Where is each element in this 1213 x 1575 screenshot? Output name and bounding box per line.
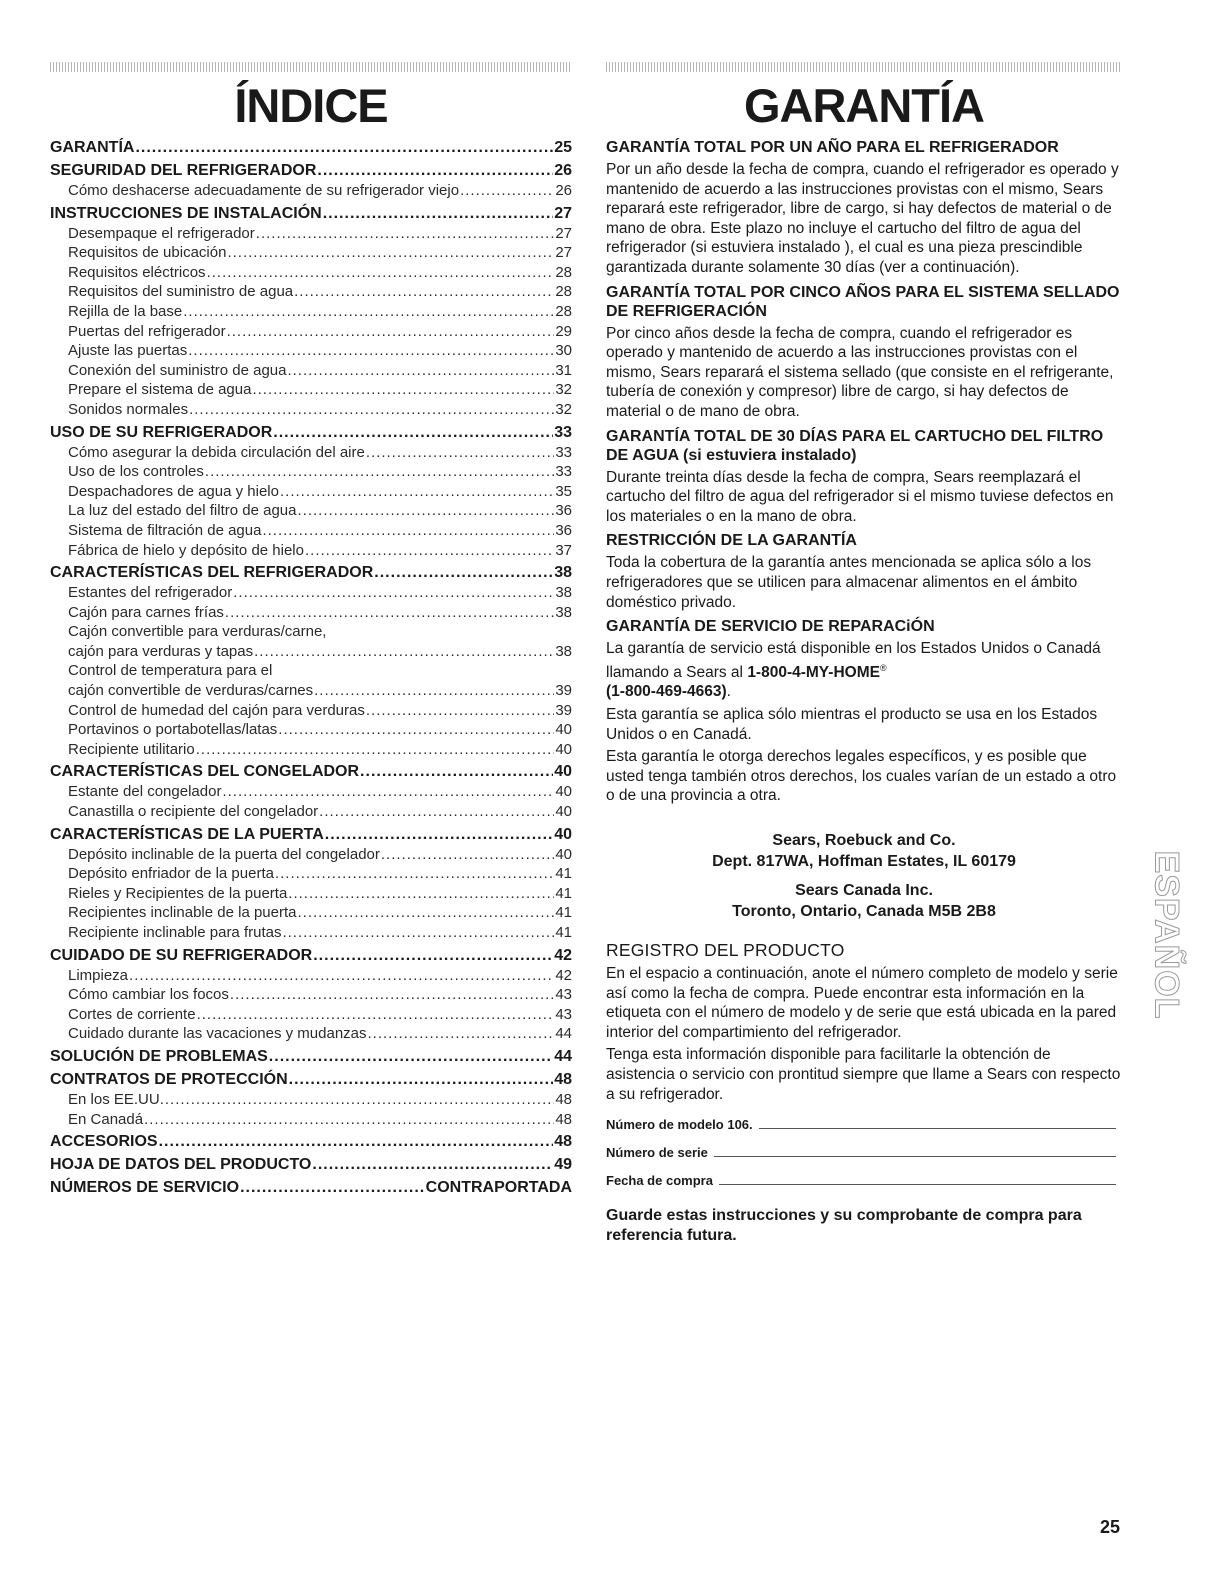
toc-entry-title: En Canadá bbox=[68, 1110, 144, 1128]
toc-entry-title: Desempaque el refrigerador bbox=[68, 224, 255, 242]
toc-section-entry bbox=[50, 825, 572, 845]
toc-subentry bbox=[50, 224, 572, 244]
legal-rights-text: Esta garantía le otorga derechos legales específicos, y es posible que usted tenga también otros derechos, los cuales varían de un estado a otro o de una provincia a otra. bbox=[606, 748, 1117, 805]
service-text-intro: La garantía de servicio está disponible en los Estados Unidos o Canadá llamando a Sears al bbox=[606, 640, 1101, 681]
toc-page-number: 27 bbox=[555, 244, 572, 262]
toc-page-number: 40 bbox=[555, 721, 572, 739]
toc-entry-title: INSTRUCCIONES DE INSTALACIÓN bbox=[50, 204, 322, 222]
five-year-heading: GARANTÍA TOTAL POR CINCO AÑOS PARA EL SISTEMA SELLADO DE REFRIGERACIÓN bbox=[606, 283, 1120, 320]
toc-page-number: 40 bbox=[554, 825, 572, 843]
toc-page-number: 27 bbox=[555, 224, 572, 242]
toc-entry-title: SEGURIDAD DEL REFRIGERADOR bbox=[50, 162, 317, 179]
toc-page-number: 36 bbox=[555, 521, 572, 539]
toc-dot-leader bbox=[207, 263, 555, 283]
five-year-text: Por cinco años desde la fecha de compra, cuando el refrigerador es operado y mantenido de acuerdo a las instrucciones provistas con el mismo, Sears reparará el sistema sellado (que consiste en el refrigerante, tubería de conexión y compresor) libre de cargo, si hay defectos de material o de mano de obra. bbox=[606, 324, 1114, 420]
toc-subentry bbox=[50, 380, 572, 400]
toc-entry-title: CUIDADO DE SU REFRIGERADOR bbox=[50, 946, 313, 964]
registration-note: Tenga esta información disponible para facilitarle la obtención de asistencia o servicio con prontitud siempre que llame a Sears con respecto a su refrigerador. bbox=[606, 1046, 1121, 1103]
toc-entry-title: CARACTERÍSTICAS DE LA PUERTA bbox=[50, 825, 324, 843]
toc-text-line: Control de temperatura para el bbox=[68, 662, 273, 680]
toc-dot-leader bbox=[230, 985, 554, 1005]
toc-entry-title: Sistema de filtración de agua bbox=[68, 521, 262, 539]
toc-dot-leader bbox=[222, 782, 554, 802]
service-text-end: . bbox=[726, 683, 731, 701]
toc-subentry bbox=[50, 443, 572, 463]
toc-subentry bbox=[50, 181, 572, 201]
toc-entry-title: Despachadores de agua y hielo bbox=[68, 482, 279, 500]
toc-page-number: 42 bbox=[555, 966, 572, 984]
toc-page-number: 49 bbox=[554, 1156, 572, 1174]
toc-dot-leader bbox=[273, 423, 553, 443]
toc-dot-leader bbox=[287, 361, 554, 381]
toc-dot-leader bbox=[282, 923, 554, 943]
toc-page-number: 38 bbox=[555, 642, 572, 660]
toc-entry-title: CONTRATOS DE PROTECCIÓN bbox=[50, 1070, 288, 1088]
top-rule bbox=[606, 62, 1122, 72]
toc-entry-title: USO DE SU REFRIGERADOR bbox=[50, 423, 273, 441]
toc-subentry bbox=[50, 802, 572, 822]
toc-dot-leader bbox=[205, 462, 554, 482]
toc-page-number: 26 bbox=[555, 182, 572, 199]
toc-dot-leader bbox=[240, 1178, 425, 1198]
warranty-column bbox=[606, 62, 1122, 1246]
registered-mark: ® bbox=[879, 662, 887, 673]
toc-subentry bbox=[50, 341, 572, 361]
toc-subentry bbox=[50, 966, 572, 986]
address-line: Sears, Roebuck and Co. bbox=[772, 832, 956, 849]
toc-dot-leader bbox=[317, 161, 553, 181]
toc-page-number: 40 bbox=[555, 783, 572, 801]
toc-entry-title: Cómo asegurar la debida circulación del aire bbox=[68, 443, 365, 461]
phone-number: (1-800-469-4663) bbox=[606, 683, 727, 701]
toc-dot-leader bbox=[262, 521, 554, 541]
toc-page-number: 31 bbox=[555, 361, 572, 379]
toc-page-number: 41 bbox=[555, 904, 572, 922]
index-column bbox=[50, 62, 572, 1198]
address-line: Dept. 817WA, Hoffman Estates, IL 60179 bbox=[712, 853, 1016, 870]
toc-subentry bbox=[50, 740, 572, 760]
one-year-text: Por un año desde la fecha de compra, cuando el refrigerador es operado y mantenido de acuerdo a las instrucciones provistas con el mismo, Sears reparará este refrigerador, libre de cargo, si hay defectos de material o de mano de obra. Este plazo no incluye el cartucho del filtro de agua del refrigerador (si estuviera instalado ), el cual es una pieza prescindible garantizada durante solamente 30 días (ver a continuación). bbox=[606, 161, 1119, 276]
toc-dot-leader bbox=[197, 1005, 555, 1025]
one-year-heading: GARANTÍA TOTAL POR UN AÑO PARA EL REFRIGERADOR bbox=[606, 139, 1059, 156]
toc-entry-title: Estante del congelador bbox=[68, 783, 222, 801]
toc-subentry bbox=[50, 603, 572, 623]
toc-entry-title: Fábrica de hielo y depósito de hielo bbox=[68, 541, 304, 559]
toc-section-entry bbox=[50, 1070, 572, 1090]
toc-entry-title: SOLUCIÓN DE PROBLEMAS bbox=[50, 1047, 268, 1065]
model-number-row bbox=[606, 1116, 1122, 1132]
toc-section-entry bbox=[50, 946, 572, 966]
toc-entry-title: Sonidos normales bbox=[68, 400, 189, 418]
toc-entry-title: Requisitos del suministro de agua bbox=[68, 283, 294, 301]
toc-entry-title: ACCESORIOS bbox=[50, 1133, 158, 1151]
toc-dot-leader bbox=[323, 204, 553, 224]
toc-page-number: 40 bbox=[555, 845, 572, 863]
toc-page-number: 43 bbox=[555, 1005, 572, 1023]
toc-page-number: 48 bbox=[555, 1090, 572, 1108]
toc-section-entry bbox=[50, 1155, 572, 1175]
toc-subentry bbox=[50, 845, 572, 865]
toc-entry-title: Rieles y Recipientes de la puerta bbox=[68, 884, 288, 902]
service-text bbox=[606, 639, 1122, 702]
restriction-heading: RESTRICCIÓN DE LA GARANTÍA bbox=[606, 532, 857, 550]
toc-dot-leader bbox=[288, 884, 554, 904]
toc-entry-title: Uso de los controles bbox=[68, 463, 204, 481]
toc-entry-title: cajón para verduras y tapas bbox=[68, 642, 254, 660]
toc-entry-title: Rejilla de la base bbox=[68, 302, 183, 320]
toc-page-number: 28 bbox=[555, 302, 572, 320]
toc-dot-leader bbox=[325, 825, 553, 845]
toc-entry-title: Portavinos o portabotellas/latas bbox=[68, 721, 278, 739]
toc-subentry bbox=[50, 322, 572, 342]
toc-subentry bbox=[50, 541, 572, 561]
toc-subentry bbox=[50, 282, 572, 302]
toc-dot-leader bbox=[252, 380, 554, 400]
toc-subentry bbox=[50, 361, 572, 381]
toc-page-number: 48 bbox=[555, 1110, 572, 1128]
keep-instructions-note: Guarde estas instrucciones y su comprobante de compra para referencia futura. bbox=[606, 1207, 1082, 1245]
toc-dot-leader bbox=[305, 541, 554, 561]
toc-entry-title: Cómo cambiar los focos bbox=[68, 986, 229, 1004]
toc-page-number: 48 bbox=[554, 1070, 572, 1088]
toc-dot-leader bbox=[381, 845, 554, 865]
toc-page-number: 39 bbox=[555, 701, 572, 719]
toc-page-number: 32 bbox=[555, 400, 572, 418]
purchase-date-label: Fecha de compra bbox=[606, 1173, 713, 1189]
toc-page-number: 32 bbox=[555, 381, 572, 399]
toc-entry-title: Depósito inclinable de la puerta del congelador bbox=[68, 845, 380, 863]
toc-subentry bbox=[50, 521, 572, 541]
thirty-day-heading: GARANTÍA TOTAL DE 30 DÍAS PARA EL CARTUCHO DEL FILTRO DE AGUA (si estuviera instalado) bbox=[606, 427, 1104, 464]
toc-dot-leader bbox=[256, 224, 555, 244]
toc-page-number: 38 bbox=[554, 564, 572, 582]
toc-subentry bbox=[50, 1005, 572, 1025]
address-line: Sears Canada Inc. bbox=[795, 882, 933, 899]
toc-entry-title: GARANTÍA bbox=[50, 139, 135, 156]
toc-subentry bbox=[50, 864, 572, 884]
toc-page-number: 33 bbox=[554, 423, 572, 441]
toc-page-number: 43 bbox=[555, 986, 572, 1004]
table-of-contents bbox=[50, 138, 572, 1198]
toc-page-number: 38 bbox=[555, 584, 572, 602]
toc-entry-title: Limpieza bbox=[68, 966, 129, 984]
sears-address bbox=[606, 830, 1122, 922]
toc-entry-title: Control de humedad del cajón para verduras bbox=[68, 701, 365, 719]
toc-page-number: 33 bbox=[555, 463, 572, 481]
restriction-text: Toda la cobertura de la garantía antes mencionada se aplica sólo a los refrigeradores que se utilicen para almacenar alimentos en el ámbito doméstico privado. bbox=[606, 554, 1092, 611]
toc-page-number: 39 bbox=[555, 682, 572, 700]
toc-dot-leader bbox=[313, 946, 553, 966]
toc-entry-title: Conexión del suministro de agua bbox=[68, 361, 287, 379]
toc-subentry bbox=[50, 642, 572, 662]
toc-subentry bbox=[50, 1110, 572, 1130]
toc-page-number: 28 bbox=[555, 263, 572, 281]
toc-entry-title: cajón convertible de verduras/carnes bbox=[68, 682, 314, 700]
toc-subentry bbox=[50, 985, 572, 1005]
toc-entry-title: Puertas del refrigerador bbox=[68, 322, 226, 340]
toc-dot-leader bbox=[374, 563, 553, 583]
model-number-field[interactable] bbox=[759, 1116, 1116, 1129]
thirty-day-text: Durante treinta días desde la fecha de compra, Sears reemplazará el cartucho del filtro de agua del refrigerador si el mismo tuviese defectos en los materiales o en la mano de obra. bbox=[606, 468, 1114, 525]
language-label: ESPAÑOL bbox=[1147, 850, 1186, 1020]
toc-entry-title: Ajuste las puertas bbox=[68, 342, 188, 360]
toc-entry-title: Requisitos de ubicación bbox=[68, 244, 227, 262]
toc-dot-leader bbox=[233, 583, 554, 603]
purchase-date-row bbox=[606, 1172, 1122, 1188]
toc-entry-title: Depósito enfriador de la puerta bbox=[68, 865, 274, 883]
toc-page-number: 42 bbox=[554, 946, 572, 964]
page-number: 25 bbox=[1100, 1517, 1121, 1537]
toc-page-number: 48 bbox=[554, 1133, 572, 1151]
toc-page-number: 25 bbox=[554, 139, 572, 156]
toc-subentry bbox=[50, 923, 572, 943]
toc-dot-leader bbox=[196, 740, 555, 760]
toc-page-number: 41 bbox=[555, 865, 572, 883]
toc-entry-title: En los EE.UU. bbox=[68, 1090, 164, 1108]
toc-subentry bbox=[50, 681, 572, 701]
toc-section-entry bbox=[50, 563, 572, 583]
toc-subentry bbox=[50, 501, 572, 521]
toc-subentry bbox=[50, 1024, 572, 1044]
address-line: Toronto, Ontario, Canada M5B 2B8 bbox=[732, 903, 996, 920]
toc-dot-leader bbox=[269, 1047, 553, 1067]
toc-entry-title: Cajón para carnes frías bbox=[68, 603, 224, 621]
toc-dot-leader bbox=[183, 302, 554, 322]
toc-entry-title: Recipientes inclinable de la puerta bbox=[68, 904, 297, 922]
toc-dot-leader bbox=[319, 802, 554, 822]
toc-page-number: 27 bbox=[554, 204, 572, 222]
toc-entry-title: Canastilla o recipiente del congelador bbox=[68, 803, 319, 821]
toc-subentry bbox=[50, 400, 572, 420]
toc-entry-title: HOJA DE DATOS DEL PRODUCTO bbox=[50, 1156, 312, 1174]
toc-dot-leader bbox=[189, 400, 554, 420]
index-title: ÍNDICE bbox=[234, 79, 388, 132]
toc-page-number: 30 bbox=[555, 342, 572, 360]
toc-entry-title: La luz del estado del filtro de agua bbox=[68, 502, 297, 520]
toc-entry-title: CARACTERÍSTICAS DEL REFRIGERADOR bbox=[50, 564, 374, 582]
toc-subentry bbox=[50, 884, 572, 904]
toc-dot-leader bbox=[227, 322, 555, 342]
top-rule bbox=[50, 62, 572, 72]
toc-page-number: 40 bbox=[554, 763, 572, 781]
toc-dot-leader bbox=[129, 966, 554, 986]
toc-dot-leader bbox=[275, 864, 554, 884]
toc-dot-leader bbox=[297, 903, 554, 923]
toc-subentry bbox=[50, 1090, 572, 1110]
toc-page-number: 29 bbox=[555, 322, 572, 340]
toc-entry-title: Recipiente utilitario bbox=[68, 740, 195, 758]
model-number-label: Número de modelo 106. bbox=[606, 1117, 753, 1133]
toc-page-number: 44 bbox=[555, 1025, 572, 1043]
toc-section-entry bbox=[50, 1178, 572, 1198]
toc-dot-leader bbox=[227, 243, 554, 263]
toc-dot-leader bbox=[159, 1132, 554, 1152]
registration-text: En el espacio a continuación, anote el número completo de modelo y serie así como la fecha de compra. Puede encontrar esta información en la etiqueta con el número de modelo y de serie que está ubicada en la pared interior del compartimiento del refrigerador. bbox=[606, 965, 1118, 1041]
toc-dot-leader bbox=[225, 603, 554, 623]
toc-subentry bbox=[50, 720, 572, 740]
warranty-title: GARANTÍA bbox=[743, 79, 985, 132]
toc-section-entry bbox=[50, 423, 572, 443]
toc-dot-leader bbox=[366, 701, 554, 721]
toc-entry-title: Recipiente inclinable para frutas bbox=[68, 924, 282, 941]
toc-dot-leader bbox=[366, 443, 554, 463]
toc-entry-title: Estantes del refrigerador bbox=[68, 584, 233, 602]
toc-dot-leader bbox=[360, 762, 553, 782]
serial-number-field[interactable] bbox=[714, 1144, 1116, 1157]
toc-section-entry bbox=[50, 1047, 572, 1067]
toc-dot-leader bbox=[278, 720, 554, 740]
toc-entry-title: Requisitos eléctricos bbox=[68, 263, 206, 281]
toc-dot-leader bbox=[135, 138, 553, 158]
toc-dot-leader bbox=[368, 1024, 555, 1044]
toc-section-entry bbox=[50, 204, 572, 224]
service-usage-text: Esta garantía se aplica sólo mientras el producto se usa en los Estados Unidos o en Canadá. bbox=[606, 706, 1098, 743]
toc-page-number: 38 bbox=[555, 603, 572, 621]
toc-dot-leader bbox=[165, 1090, 554, 1110]
toc-dot-leader bbox=[298, 501, 555, 521]
toc-entry-title: Prepare el sistema de agua bbox=[68, 381, 252, 399]
toc-page-number: 41 bbox=[555, 884, 572, 902]
phone-brand: 1-800-4-MY-HOME bbox=[747, 663, 880, 681]
toc-subentry bbox=[50, 482, 572, 502]
toc-entry-title: Cómo deshacerse adecuadamente de su refrigerador viejo bbox=[68, 182, 460, 199]
service-heading: GARANTÍA DE SERVICIO DE REPARACiÓN bbox=[606, 618, 935, 636]
toc-subentry bbox=[50, 263, 572, 283]
serial-number-label: Número de serie bbox=[606, 1145, 708, 1161]
toc-page-number: 33 bbox=[555, 443, 572, 461]
toc-page-number: 35 bbox=[555, 482, 572, 500]
toc-page-number: 40 bbox=[555, 740, 572, 758]
toc-page-number: CONTRAPORTADA bbox=[425, 1179, 572, 1197]
toc-dot-leader bbox=[254, 642, 554, 662]
toc-section-entry bbox=[50, 138, 572, 158]
toc-dot-leader bbox=[312, 1155, 553, 1175]
toc-page-number: 26 bbox=[554, 162, 572, 179]
toc-page-number: 28 bbox=[555, 283, 572, 301]
toc-page-number: 41 bbox=[555, 924, 572, 941]
toc-page-number: 37 bbox=[555, 541, 572, 559]
toc-section-entry bbox=[50, 762, 572, 782]
toc-entry-title: Cuidado durante las vacaciones y mudanzas bbox=[68, 1025, 367, 1043]
toc-section-entry bbox=[50, 1132, 572, 1152]
toc-page-number: 44 bbox=[554, 1047, 572, 1065]
toc-entry-title: NÚMEROS DE SERVICIO bbox=[50, 1179, 240, 1197]
toc-subentry bbox=[50, 583, 572, 603]
toc-subentry bbox=[50, 243, 572, 263]
toc-dot-leader bbox=[289, 1070, 554, 1090]
toc-subentry bbox=[50, 903, 572, 923]
toc-page-number: 36 bbox=[555, 502, 572, 520]
purchase-date-field[interactable] bbox=[719, 1172, 1116, 1185]
toc-subentry bbox=[50, 782, 572, 802]
toc-dot-leader bbox=[280, 482, 554, 502]
toc-dot-leader bbox=[188, 341, 554, 361]
toc-entry-title: Cortes de corriente bbox=[68, 1005, 196, 1023]
toc-dot-leader bbox=[144, 1110, 554, 1130]
serial-number-row bbox=[606, 1144, 1122, 1160]
toc-dot-leader bbox=[294, 282, 554, 302]
toc-dot-leader bbox=[314, 681, 554, 701]
toc-subentry bbox=[50, 462, 572, 482]
toc-subentry bbox=[50, 302, 572, 322]
toc-section-entry bbox=[50, 161, 572, 181]
toc-page-number: 40 bbox=[555, 803, 572, 821]
toc-subentry bbox=[50, 701, 572, 721]
toc-dot-leader bbox=[460, 181, 554, 201]
registration-title: REGISTRO DEL PRODUCTO bbox=[606, 940, 845, 960]
language-side-tab bbox=[1148, 815, 1184, 1055]
toc-text-line: Cajón convertible para verduras/carne, bbox=[68, 623, 327, 641]
toc-entry-title: CARACTERÍSTICAS DEL CONGELADOR bbox=[50, 763, 360, 781]
